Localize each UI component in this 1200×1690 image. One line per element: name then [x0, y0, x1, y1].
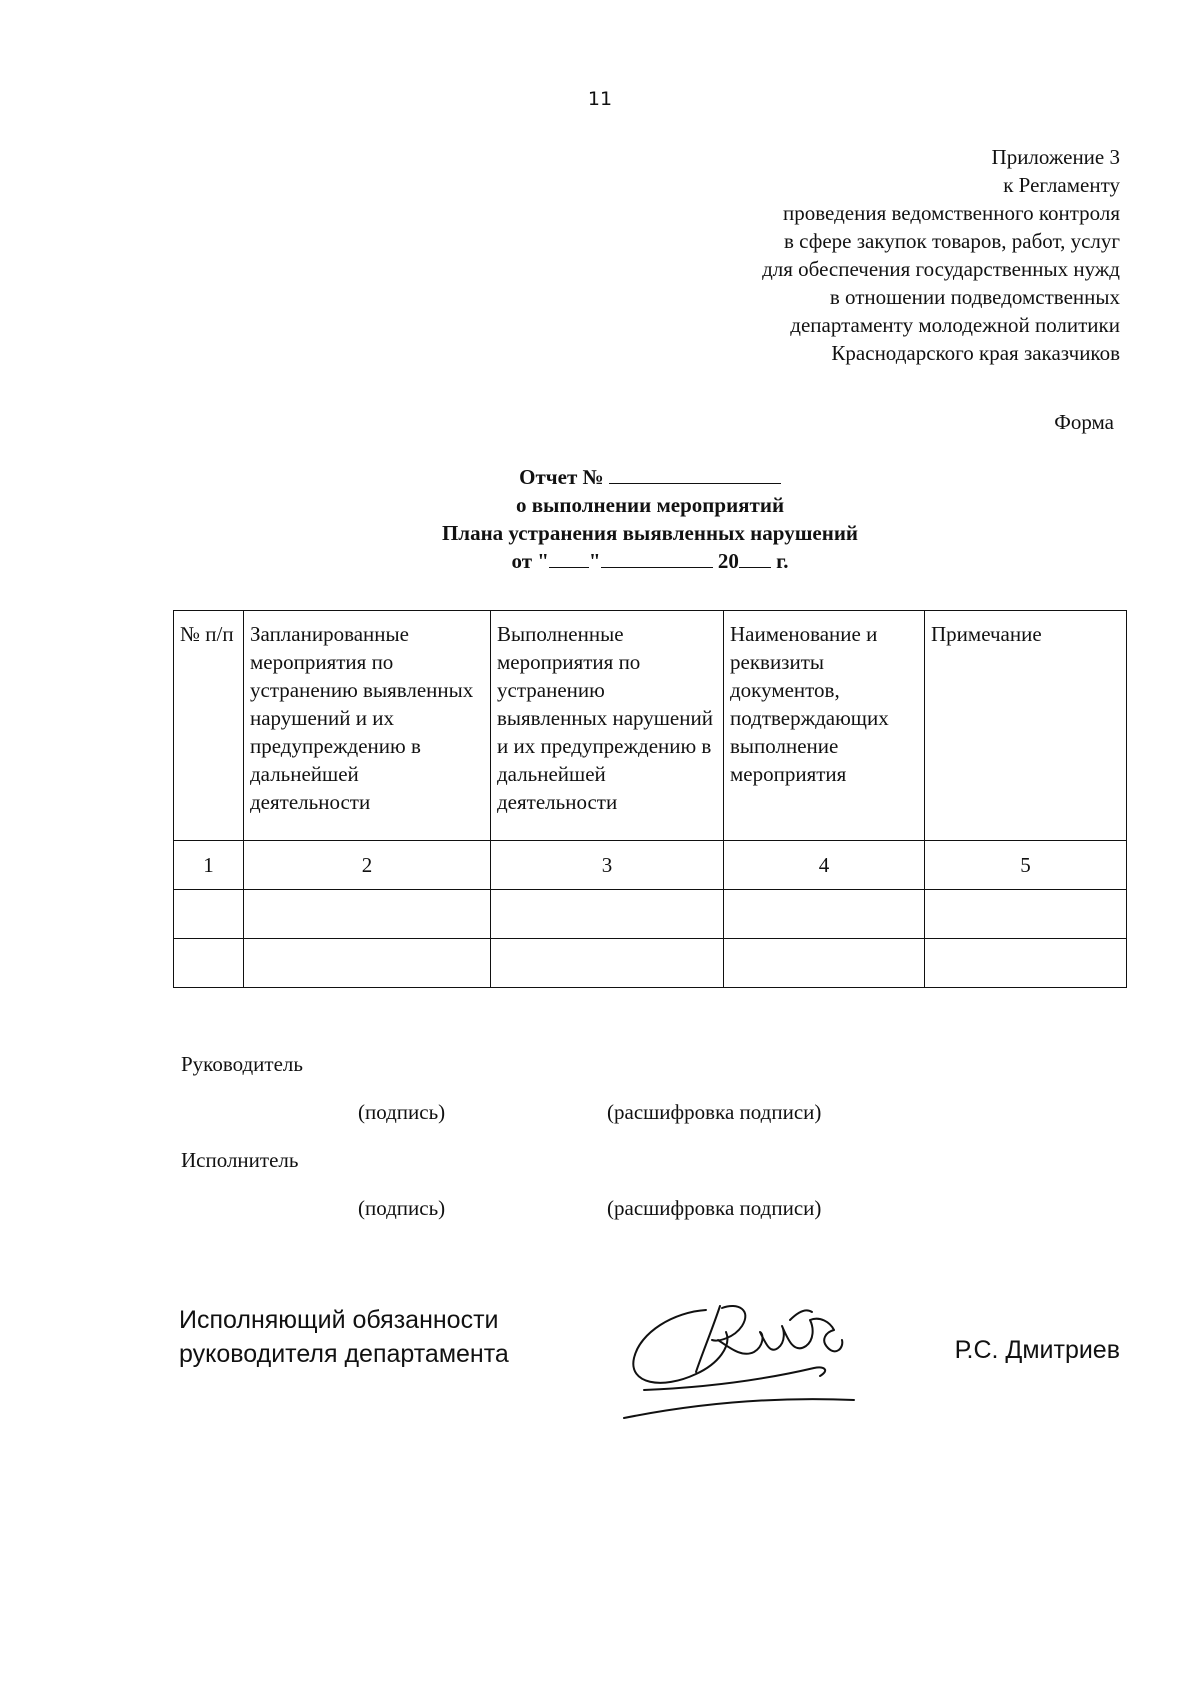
appendix-line: департаменту молодежной политики	[790, 313, 1120, 337]
appendix-line: Приложение 3	[991, 145, 1120, 169]
column-number: 5	[925, 841, 1127, 890]
table-cell[interactable]	[724, 890, 925, 939]
appendix-line: в отношении подведомственных	[829, 285, 1120, 309]
table-cell[interactable]	[244, 939, 491, 988]
table-cell[interactable]	[174, 939, 244, 988]
date-year-blank[interactable]	[739, 549, 771, 568]
report-number-blank[interactable]	[609, 465, 781, 484]
form-label: Форма	[1054, 410, 1114, 434]
header-cell-planned: Запланированные мероприятия по устранению выявленных нарушений и их предупреждению в дальнейшей деятельности	[244, 611, 491, 841]
header-cell-number: № п/п	[174, 611, 244, 841]
table-cell[interactable]	[491, 890, 724, 939]
date-quote: "	[588, 549, 601, 573]
executor-label: Исполнитель	[181, 1148, 299, 1172]
appendix-line: Краснодарского края заказчиков	[831, 341, 1120, 365]
header-cell-note: Примечание	[925, 611, 1127, 841]
column-number: 4	[724, 841, 925, 890]
header-cell-documents: Наименование и реквизиты документов, подтверждающих выполнение мероприятия	[724, 611, 925, 841]
head-label: Руководитель	[181, 1052, 303, 1076]
appendix-line: проведения ведомственного контроля	[783, 201, 1120, 225]
table-cell[interactable]	[925, 939, 1127, 988]
title-date-line	[0, 547, 1200, 575]
report-table	[173, 610, 1127, 988]
table-row	[174, 890, 1127, 939]
handwritten-signature	[614, 1296, 874, 1426]
date-prefix: от "	[511, 549, 549, 573]
title-report-no: Отчет №	[519, 465, 604, 489]
date-month-blank[interactable]	[601, 549, 713, 568]
report-title	[0, 463, 1200, 575]
appendix-line: к Регламенту	[1003, 173, 1120, 197]
head-decoding-hint: (расшифровка подписи)	[607, 1100, 822, 1124]
table-cell[interactable]	[491, 939, 724, 988]
table-column-numbers-row	[174, 841, 1127, 890]
table-cell[interactable]	[244, 890, 491, 939]
column-number: 1	[174, 841, 244, 890]
executor-signature-hint: (подпись)	[358, 1196, 446, 1220]
appendix-block	[762, 143, 1120, 367]
title-line-2: о выполнении мероприятий	[515, 493, 785, 517]
title-line-number	[0, 463, 1200, 491]
date-year: 20	[717, 549, 739, 573]
director-position-line: руководителя департамента	[179, 1340, 509, 1368]
appendix-line: для обеспечения государственных нужд	[762, 257, 1120, 281]
table-cell[interactable]	[174, 890, 244, 939]
director-position-line: Исполняющий обязанности	[179, 1306, 499, 1334]
appendix-line: в сфере закупок товаров, работ, услуг	[784, 229, 1120, 253]
column-number: 3	[491, 841, 724, 890]
page-number: 11	[587, 88, 613, 110]
table-cell[interactable]	[925, 890, 1127, 939]
head-signature-hint: (подпись)	[358, 1100, 446, 1124]
title-line-3: Плана устранения выявленных нарушений	[441, 521, 859, 545]
director-name: Р.С. Дмитриев	[954, 1336, 1120, 1364]
date-suffix: г.	[776, 549, 789, 573]
table-row	[174, 939, 1127, 988]
column-number: 2	[244, 841, 491, 890]
director-position	[179, 1303, 509, 1371]
date-day-blank[interactable]	[549, 549, 589, 568]
table-header-row	[174, 611, 1127, 841]
executor-decoding-hint: (расшифровка подписи)	[607, 1196, 822, 1220]
table-cell[interactable]	[724, 939, 925, 988]
header-cell-completed: Выполненные мероприятия по устранению выявленных нарушений и их предупреждению в дальнейшей деятельности	[491, 611, 724, 841]
